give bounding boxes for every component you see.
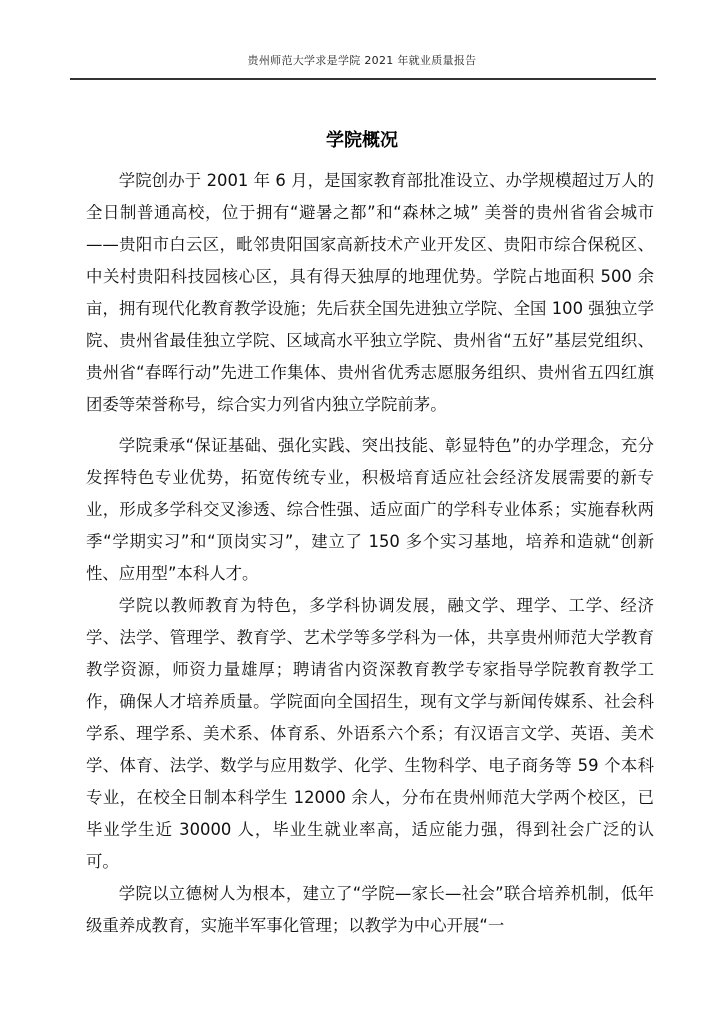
paragraph-history: 学院创办于 2001 年 6 月，是国家教育部批准设立、办学规模超过万人的全日制普通高校，位于拥有“避暑之都”和“森林之城” 美誉的贵州省省会城市——贵阳市白云区，毗邻贵阳国家高新技术产业开发区、贵阳市综合保税区、中关村贵阳科技园核心区，具有得天独厚的地理优势。学院占地面积 500 余亩，拥有现代化教育教学设施；先后获全国先进独立学院、全国 100 强独立学院、贵州省最佳独立学院、区域高水平独立学院、贵州省“五好”基层党组织、贵州省“春晖行动”先进工作集体、贵州省优秀志愿服务组织、贵州省五四红旗团委等荣誉称号，综合实力列省内独立学院前茅。 [86,171,654,414]
header-divider [70,78,656,80]
running-header: 贵州师范大学求是学院 2021 年就业质量报告 [247,54,477,67]
section-title: 学院概况 [326,130,398,151]
body-text [86,165,654,942]
paragraph-moral-education: 学院以立德树人为根本，建立了“学院—家长—社会”联合培养机制，低年级重养成教育，实施半军事化管理；以教学为中心开展“一 [86,884,654,935]
paragraph-philosophy: 学院秉承“保证基础、强化实践、突出技能、彰显特色”的办学理念，充分发挥特色专业优势，拓宽传统专业，积极培育适应社会经济发展需要的新专业，形成多学科交叉渗透、综合性强、适应面广的学科专业体系；实施春秋两季“学期实习”和“顶岗实习”，建立了 150 多个实习基地，培养和造就“创新性、应用型”本科人才。 [86,436,654,583]
paragraph-disciplines: 学院以教师教育为特色，多学科协调发展，融文学、理学、工学、经济学、法学、管理学、教育学、艺术学等多学科为一体，共享贵州师范大学教育教学资源，师资力量雄厚；聘请省内资深教育教学专家指导学院教育教学工作，确保人才培养质量。学院面向全国招生，现有文学与新闻传媒系、社会科学系、理学系、美术系、体育系、外语系六个系；有汉语言文学、英语、美术学、体育、法学、数学与应用数学、化学、生物科学、电子商务等 59 个本科专业，在校全日制本科学生 12000 余人，分布在贵州师范大学两个校区，已毕业学生近 30000 人，毕业生就业率高，适应能力强，得到社会广泛的认可。 [86,596,654,871]
